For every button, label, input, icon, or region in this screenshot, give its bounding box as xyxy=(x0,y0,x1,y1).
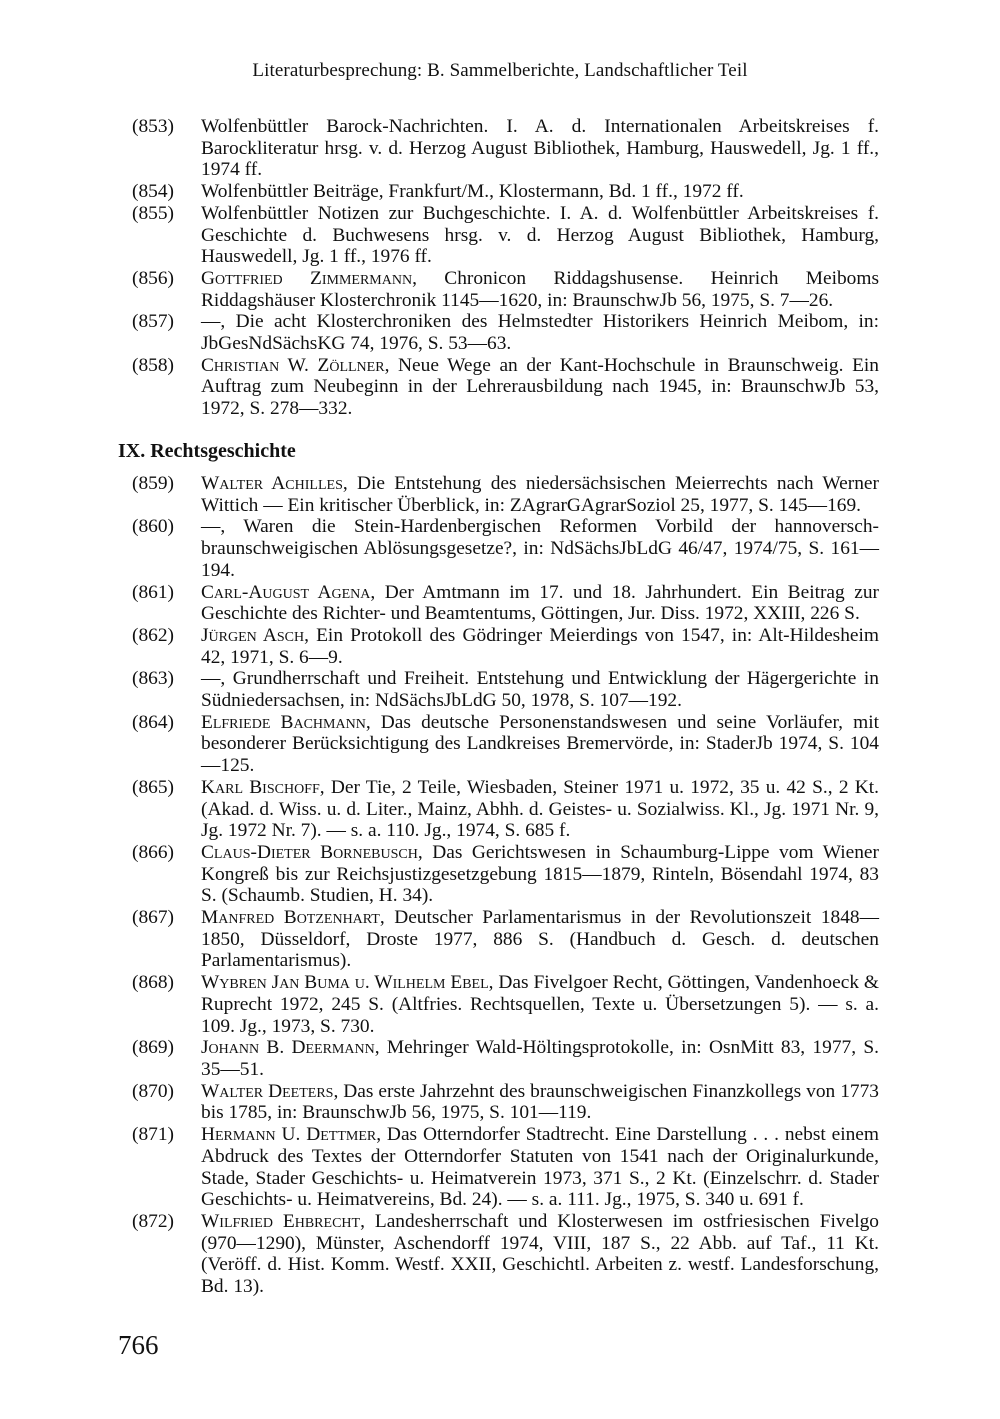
entry-text: , Das Gerichtswesen in Schaumburg-Lippe vom Wiener Kongreß bis zur Reichsjustizgesetzgebung 1815—1879, Rinteln, Bösendahl 1974, 83 S. (Schaumb. Studien, H. 34). xyxy=(201,841,879,907)
entries-list-preceding xyxy=(0,116,1000,420)
entry-author: Wybren Jan Buma u. Wilhelm Ebel xyxy=(201,972,489,994)
entry-number: (866) xyxy=(132,841,175,863)
entry-author: Karl Bischoff xyxy=(201,776,320,798)
bibliography-entry xyxy=(132,777,879,842)
entry-author: Johann B. Deermann xyxy=(201,1037,375,1059)
bibliography-entry xyxy=(132,1124,879,1211)
entry-author: Hermann U. Dettmer xyxy=(201,1124,377,1146)
bibliography-entry xyxy=(132,116,879,181)
entry-author: Walter Achilles xyxy=(201,473,343,494)
entries-list-rechtsgeschichte xyxy=(0,473,1000,1298)
bibliography-entry xyxy=(132,516,879,581)
entry-text: Wolfenbüttler Barock-Nachrichten. I. A. d. Internationalen Arbeitskreises f. Barockliteratur hrsg. v. d. Herzog August Bibliothek, Hamburg, Hauswedell, Jg. 1 ff., 1974 ff. xyxy=(201,116,879,181)
entry-number: (872) xyxy=(132,1210,175,1232)
entry-text: , Die Entstehung des niedersächsischen Meierrechts nach Werner Wittich — Ein kritischer Überblick, in: ZAgrarGAgrarSoziol 25, 1977, S. 145—169. xyxy=(201,473,879,516)
entry-text: —, Grundherrschaft und Freiheit. Entstehung und Entwicklung der Hägergerichte in Südniedersachsen, in: NdSächsJbLdG 50, 1978, S. 107—192. xyxy=(201,668,879,712)
entry-author: Elfriede Bachmann xyxy=(201,711,366,733)
entry-text: —, Die acht Klosterchroniken des Helmstedter Historikers Heinrich Meibom, in: JbGesNdSächsKG 74, 1976, S. 53—63. xyxy=(201,311,879,355)
bibliography-entry xyxy=(132,311,879,354)
entry-number: (862) xyxy=(132,624,175,646)
bibliography-entry xyxy=(132,473,879,516)
entry-text: , Deutscher Parlamentarismus in der Revolutionszeit 1848—1850, Düsseldorf, Droste 1977, 886 S. (Handbuch d. Gesch. d. deutschen Parlamentarismus). xyxy=(201,907,879,972)
entry-text: , Ein Protokoll des Gödringer Meierdings von 1547, in: Alt-Hildesheim 42, 1971, S. 6—9. xyxy=(201,624,879,668)
bibliography-entry xyxy=(132,355,879,420)
entry-author: Gottfried Zimmermann xyxy=(201,267,413,289)
entry-author: Manfred Botzenhart xyxy=(201,907,380,929)
page-number: 766 xyxy=(118,1330,159,1360)
entry-author: Jürgen Asch xyxy=(201,624,305,646)
entry-number: (861) xyxy=(132,581,175,603)
entry-text: , Landesherrschaft und Klosterwesen im ostfriesischen Fivelgo (970—1290), Münster, Aschendorff 1974, VIII, 187 S., 22 Abb. auf Taf., 11 Kt. (Veröff. d. Hist. Komm. Westf. XXII, Geschichtl. Arbeiten z. westf. Landesforschung, Bd. 13). xyxy=(201,1210,879,1298)
entry-text: , Das erste Jahrzehnt des braunschweigischen Finanzkollegs von 1773 bis 1785, in: BraunschwJb 56, 1975, S. 101—119. xyxy=(201,1080,879,1124)
entry-number: (857) xyxy=(132,311,175,333)
bibliography-entry xyxy=(132,712,879,777)
entry-number: (863) xyxy=(132,668,175,690)
entry-number: (855) xyxy=(132,202,175,224)
entry-number: (868) xyxy=(132,972,175,994)
entry-text: , Mehringer Wald-Höltingsprotokolle, in: OsnMitt 83, 1977, S. 35—51. xyxy=(201,1037,879,1080)
entry-text: , Chronicon Riddagshusense. Heinrich Meiboms Riddagshäuser Klosterchronik 1145—1620, in: BraunschwJb 56, 1975, S. 7—26. xyxy=(201,267,879,311)
entry-author: Wilfried Ehbrecht xyxy=(201,1210,361,1232)
entry-text: , Der Tie, 2 Teile, Wiesbaden, Steiner 1971 u. 1972, 35 u. 42 S., 2 Kt. (Akad. d. Wiss. u. d. Liter., Mainz, Abhh. d. Geistes- u. Sozialwiss. Kl., Jg. 1971 Nr. 9, Jg. 1972 Nr. 7). — s. a. 110. Jg., 1974, S. 685 f. xyxy=(201,776,879,842)
bibliography-entry xyxy=(132,1211,879,1298)
entry-number: (859) xyxy=(132,473,175,494)
entry-number: (860) xyxy=(132,516,175,538)
entry-text: , Neue Wege an der Kant-Hochschule in Braunschweig. Ein Auftrag zum Neubeginn in der Lehrerausbildung nach 1945, in: BraunschwJb 53, 1972, S. 278—332. xyxy=(201,354,879,420)
entry-number: (865) xyxy=(132,776,175,798)
entry-number: (869) xyxy=(132,1037,175,1059)
entry-number: (856) xyxy=(132,267,175,289)
bibliography-entry xyxy=(132,203,879,268)
entry-text: , Das Otterndorfer Stadtrecht. Eine Darstellung . . . nebst einem Abdruck des Textes der Otterndorfer Statuten von 1541 nach der Originalurkunde, Stade, Stader Geschichts- u. Heimatverein 1973, 371 S., 2 Kt. (Einzelschrr. d. Stader Geschichts- u. Heimatvereins, Bd. 24). — s. a. 111. Jg., 1975, S. 340 u. 691 f. xyxy=(201,1124,879,1211)
bibliography-entry xyxy=(132,268,879,311)
bibliography-entry xyxy=(132,1037,879,1080)
entry-text: , Der Amtmann im 17. und 18. Jahrhundert. Ein Beitrag zur Geschichte des Richter- und Beamtentums, Göttingen, Jur. Diss. 1972, XXIII, 226 S. xyxy=(201,581,879,625)
entry-number: (858) xyxy=(132,354,175,376)
bibliography-entry xyxy=(132,582,879,625)
entry-number: (853) xyxy=(132,116,175,137)
entry-number: (870) xyxy=(132,1080,175,1102)
bibliography-entry xyxy=(132,972,879,1037)
bibliography-entry xyxy=(132,625,879,668)
entry-number: (867) xyxy=(132,907,175,929)
entry-author: Christian W. Zöllner xyxy=(201,354,385,376)
entry-author: Walter Deeters xyxy=(201,1080,334,1102)
entry-author: Claus-Dieter Bornebusch xyxy=(201,841,418,863)
entry-number: (864) xyxy=(132,711,175,733)
entry-text: —, Waren die Stein-Hardenbergischen Reformen Vorbild der hannoversch-braunschweigischen Ablösungsgesetze?, in: NdSächsJbLdG 46/47, 1974/75, S. 161—194. xyxy=(201,516,879,581)
entry-text: , Das deutsche Personenstandswesen und seine Vorläufer, mit besonderer Berücksichtigung des Landkreises Bremervörde, in: StaderJb 1974, S. 104—125. xyxy=(201,711,880,777)
bibliography-entry xyxy=(132,668,879,711)
bibliography-entry xyxy=(132,907,879,972)
entry-text: Wolfenbüttler Notizen zur Buchgeschichte. I. A. d. Wolfenbüttler Arbeitskreises f. Geschichte d. Buchwesens hrsg. v. d. Herzog August Bibliothek, Hamburg, Hauswedell, Jg. 1 ff., 1976 ff. xyxy=(201,202,879,268)
entry-text: Wolfenbüttler Beiträge, Frankfurt/M., Klostermann, Bd. 1 ff., 1972 ff. xyxy=(201,181,744,203)
entry-number: (871) xyxy=(132,1124,175,1146)
bibliography-entry xyxy=(132,181,879,203)
entry-text: , Das Fivelgoer Recht, Göttingen, Vandenhoeck & Ruprecht 1972, 245 S. (Altfries. Rechtsquellen, Texte u. Übersetzungen 5). — s. a. 109. Jg., 1973, S. 730. xyxy=(201,972,879,1037)
entry-number: (854) xyxy=(132,181,175,203)
entry-author: Carl-August Agena xyxy=(201,581,371,603)
section-heading: IX. Rechtsgeschichte xyxy=(118,440,296,462)
bibliography-entry xyxy=(132,1081,879,1124)
running-header: Literaturbesprechung: B. Sammelberichte, Landschaftlicher Teil xyxy=(252,60,748,81)
bibliography-entry xyxy=(132,842,879,907)
